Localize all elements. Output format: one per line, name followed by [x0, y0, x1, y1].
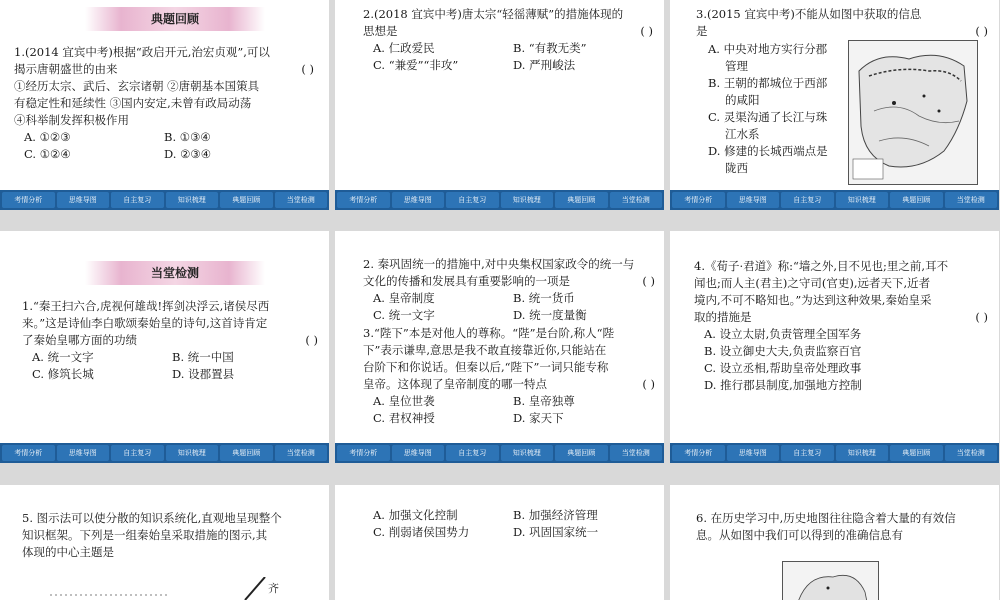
- qin-dynasty-map: [848, 40, 978, 185]
- figure-label: 齐: [268, 582, 279, 595]
- nav-classic-review[interactable]: 典题回顾: [220, 445, 273, 461]
- nav-self-review[interactable]: 自主复习: [781, 445, 834, 461]
- nav-bar: [335, 190, 664, 210]
- option-d[interactable]: D. 家天下: [513, 411, 564, 425]
- question-3: [363, 325, 655, 427]
- option-d[interactable]: D. 设郡置县: [172, 367, 235, 381]
- answer-paren: ( ): [642, 377, 655, 391]
- question-stem: 揭示唐朝盛世的由来 ( ): [14, 62, 314, 76]
- question-6: [696, 510, 990, 544]
- nav-classic-review[interactable]: 典题回顾: [555, 192, 608, 208]
- nav-analysis[interactable]: 考情分析: [2, 445, 55, 461]
- option-c[interactable]: C. 君权神授: [373, 411, 435, 425]
- slide-test-3: [670, 231, 999, 463]
- option-c[interactable]: C. 削弱诸侯国势力: [373, 525, 470, 539]
- nav-class-test[interactable]: 当堂检测: [275, 192, 328, 208]
- option-b[interactable]: B. 王朝的都城位于西部: [708, 76, 828, 90]
- option-d[interactable]: D. 修建的长城西端点是: [708, 144, 828, 158]
- option-d-cont: 陇西: [725, 161, 748, 175]
- option-d[interactable]: D. 统一度量衡: [513, 308, 587, 322]
- option-c[interactable]: C. 灵渠沟通了长江与珠: [708, 110, 828, 124]
- nav-knowledge[interactable]: 知识梳理: [501, 192, 554, 208]
- option-c-cont: 江水系: [725, 127, 760, 141]
- nav-bar: [0, 443, 329, 463]
- slide-test-4: [0, 485, 329, 600]
- map-figure-icon: [783, 562, 878, 600]
- option-c[interactable]: C. 统一文字: [373, 308, 435, 322]
- nav-self-review[interactable]: 自主复习: [446, 445, 499, 461]
- section-banner: 典题回顾: [85, 7, 265, 31]
- question-stem: 台阶下和你说话。但秦以后,“陛下”一词只能专称: [363, 360, 609, 374]
- nav-classic-review[interactable]: 典题回顾: [890, 445, 943, 461]
- nav-analysis[interactable]: 考情分析: [2, 192, 55, 208]
- question-2: [363, 6, 653, 74]
- answer-paren: ( ): [305, 333, 318, 347]
- option-d[interactable]: D. 严刑峻法: [513, 58, 576, 72]
- question-stem: 3.“陛下”本是对他人的尊称。“陛”是台阶,称人“陛: [363, 326, 615, 340]
- question-stem: 息。从如图中我们可以得到的准确信息有: [696, 528, 903, 542]
- question-4: [694, 258, 988, 394]
- option-b-cont: 的咸阳: [725, 93, 760, 107]
- question-stem: 文化的传播和发展具有重要影响的一项是 ( ): [363, 274, 655, 288]
- nav-mindmap[interactable]: 思维导图: [727, 445, 780, 461]
- question-stem: 2. 秦巩固统一的措施中,对中央集权国家政令的统一与: [363, 257, 635, 271]
- option-c[interactable]: C. 修筑长城: [32, 367, 94, 381]
- nav-self-review[interactable]: 自主复习: [446, 192, 499, 208]
- question-stem: 2.(2018 宜宾中考)唐太宗“轻徭薄赋”的措施体现的: [363, 7, 624, 21]
- option-a[interactable]: A. 皇位世袭: [373, 394, 435, 408]
- nav-mindmap[interactable]: 思维导图: [57, 192, 110, 208]
- option-a[interactable]: A. 统一文字: [32, 350, 94, 364]
- nav-analysis[interactable]: 考情分析: [672, 192, 725, 208]
- option-b[interactable]: B. 设立御史大夫,负责监察百官: [704, 344, 862, 358]
- question-1: [14, 44, 314, 163]
- question-1: [22, 298, 318, 383]
- nav-bar: [335, 443, 664, 463]
- option-a[interactable]: A. 皇帝制度: [373, 291, 435, 305]
- nav-classic-review[interactable]: 典题回顾: [220, 192, 273, 208]
- question-stem: 来。”这是诗仙李白歌颂秦始皇的诗句,这首诗肯定: [22, 316, 268, 330]
- option-a-cont: 管理: [725, 59, 748, 73]
- nav-mindmap[interactable]: 思维导图: [57, 445, 110, 461]
- question-stem: 4.《荀子·君道》称:“墙之外,目不见也;里之前,耳不: [694, 259, 949, 273]
- nav-analysis[interactable]: 考情分析: [337, 445, 390, 461]
- option-d[interactable]: D. 推行郡县制度,加强地方控制: [704, 378, 862, 392]
- slide-test-1: [0, 231, 329, 463]
- question-stem: 知识框架。下列是一组秦始皇采取措施的图示,其: [22, 528, 268, 542]
- nav-knowledge[interactable]: 知识梳理: [836, 192, 889, 208]
- option-b[interactable]: B. ①③④: [164, 130, 211, 144]
- nav-knowledge[interactable]: 知识梳理: [166, 192, 219, 208]
- question-stem: 1.(2014 宜宾中考)根据“政启开元,治宏贞观”,可以: [14, 45, 270, 59]
- nav-analysis[interactable]: 考情分析: [672, 445, 725, 461]
- question-stem: 是 ( ): [696, 24, 988, 38]
- nav-classic-review[interactable]: 典题回顾: [555, 445, 608, 461]
- statement: 有稳定性和延续性 ③国内安定,未曾有政局动荡: [14, 96, 252, 110]
- nav-class-test[interactable]: 当堂检测: [610, 445, 663, 461]
- option-b[interactable]: B. 加强经济管理: [513, 508, 598, 522]
- option-c[interactable]: C. 设立丞相,帮助皇帝处理政事: [704, 361, 862, 375]
- answer-paren: ( ): [301, 62, 314, 76]
- diagram-figure-icon: [40, 577, 280, 600]
- nav-analysis[interactable]: 考情分析: [337, 192, 390, 208]
- nav-class-test[interactable]: 当堂检测: [610, 192, 663, 208]
- nav-knowledge[interactable]: 知识梳理: [836, 445, 889, 461]
- options-list: [708, 41, 848, 177]
- question-5: [22, 510, 320, 561]
- nav-self-review[interactable]: 自主复习: [781, 192, 834, 208]
- nav-class-test[interactable]: 当堂检测: [275, 445, 328, 461]
- nav-class-test[interactable]: 当堂检测: [945, 192, 998, 208]
- option-a[interactable]: A. 设立太尉,负责管理全国军务: [704, 327, 862, 341]
- nav-bar: [670, 443, 999, 463]
- question-stem: 1.“秦王扫六合,虎视何雄哉!挥剑决浮云,诸侯尽西: [22, 299, 270, 313]
- option-a[interactable]: A. 中央对地方实行分郡: [708, 42, 828, 56]
- option-b[interactable]: B. 统一货币: [513, 291, 575, 305]
- question-3: [696, 6, 988, 40]
- question-2: [363, 256, 655, 324]
- slide-test-5: [335, 485, 664, 600]
- answer-paren: ( ): [640, 24, 653, 38]
- slide-test-2: [335, 231, 664, 463]
- question-stem: 5. 图示法可以使分散的知识系统化,直观地呈现整个: [22, 511, 282, 525]
- option-d[interactable]: D. 巩固国家统一: [513, 525, 599, 539]
- question-stem: 下”表示谦卑,意思是我不敢直接靠近你,只能站在: [363, 343, 607, 357]
- nav-classic-review[interactable]: 典题回顾: [890, 192, 943, 208]
- nav-class-test[interactable]: 当堂检测: [945, 445, 998, 461]
- nav-mindmap[interactable]: 思维导图: [727, 192, 780, 208]
- option-a[interactable]: A. 加强文化控制: [373, 508, 458, 522]
- question-stem: 取的措施是 ( ): [694, 310, 988, 324]
- question-stem: 6. 在历史学习中,历史地图往往隐含着大量的有效信: [696, 511, 956, 525]
- answer-paren: ( ): [642, 274, 655, 288]
- option-a[interactable]: A. ①②③: [24, 130, 71, 144]
- slide-review-2: [335, 0, 664, 210]
- option-c[interactable]: C. ①②④: [24, 147, 71, 161]
- nav-mindmap[interactable]: 思维导图: [392, 445, 445, 461]
- nav-self-review[interactable]: 自主复习: [111, 445, 164, 461]
- question-stem: 3.(2015 宜宾中考)不能从如图中获取的信息: [696, 7, 922, 21]
- answer-paren: ( ): [975, 310, 988, 324]
- question-stem: 体现的中心主题是: [22, 545, 114, 559]
- slide-review-3: [670, 0, 999, 210]
- slide-review-1: [0, 0, 329, 210]
- question-5-options: [373, 507, 653, 541]
- statement: ④科举制发挥积极作用: [14, 113, 129, 127]
- nav-knowledge[interactable]: 知识梳理: [166, 445, 219, 461]
- nav-self-review[interactable]: 自主复习: [111, 192, 164, 208]
- option-c[interactable]: C. “兼爱”“非攻”: [373, 58, 459, 72]
- question-stem: 思想是 ( ): [363, 24, 653, 38]
- option-a[interactable]: A. 仁政爱民: [373, 41, 435, 55]
- option-b[interactable]: B. 皇帝独尊: [513, 394, 575, 408]
- history-map: [782, 561, 879, 600]
- map-figure-icon: [849, 41, 977, 184]
- answer-paren: ( ): [975, 24, 988, 38]
- slide-test-6: [670, 485, 999, 600]
- option-d[interactable]: D. ②③④: [164, 147, 212, 161]
- nav-mindmap[interactable]: 思维导图: [392, 192, 445, 208]
- option-b[interactable]: B. “有教无类”: [513, 41, 587, 55]
- question-stem: 了秦始皇哪方面的功绩 ( ): [22, 333, 318, 347]
- question-stem: 皇帝。这体现了皇帝制度的哪一特点 ( ): [363, 377, 655, 391]
- nav-bar: [670, 190, 999, 210]
- section-banner: 当堂检测: [85, 261, 265, 285]
- nav-knowledge[interactable]: 知识梳理: [501, 445, 554, 461]
- option-b[interactable]: B. 统一中国: [172, 350, 234, 364]
- question-stem: 境内,不可不略知也。”为达到这种效果,秦始皇采: [694, 293, 932, 307]
- statement: ①经历太宗、武后、玄宗诸朝 ②唐朝基本国策具: [14, 79, 260, 93]
- question-stem: 闻也;而人主(君主)之守司(官吏),远者天下,近者: [694, 276, 931, 290]
- nav-bar: [0, 190, 329, 210]
